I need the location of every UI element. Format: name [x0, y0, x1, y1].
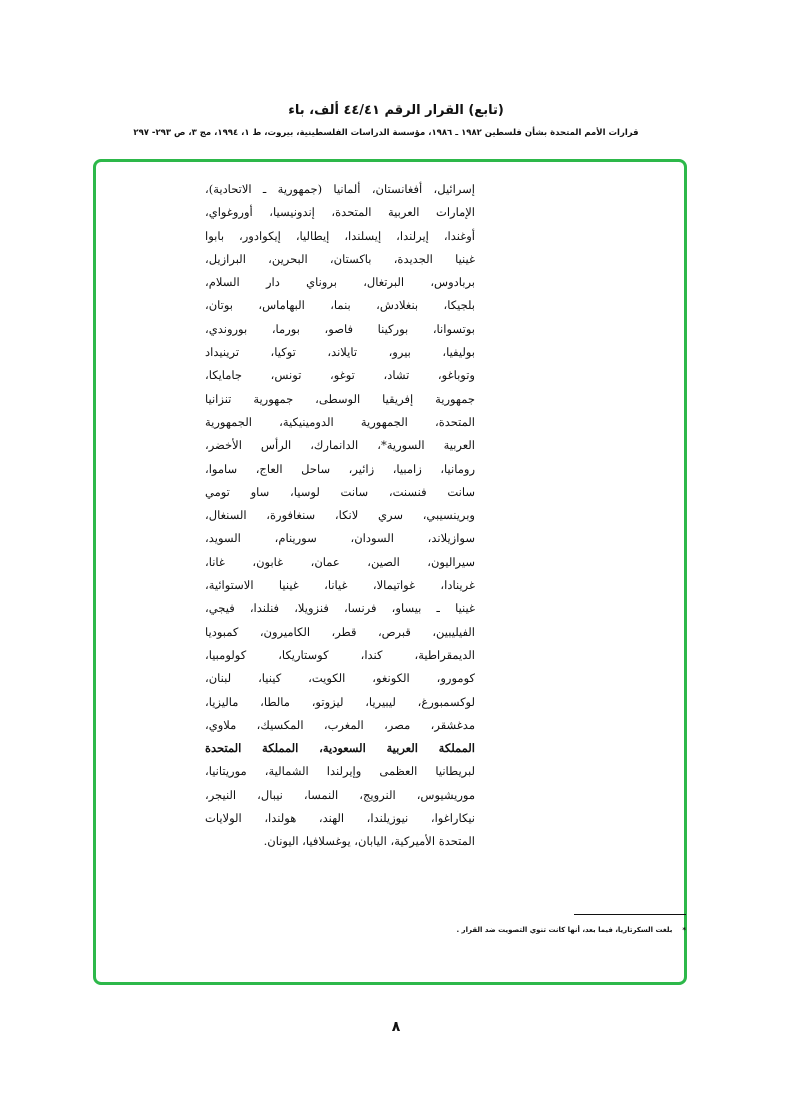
text-line: المملكة العربية السعودية، المملكة المتحدة — [205, 741, 475, 756]
text-line: رومانيا، زامبيا، زائير، ساحل العاج، ساموا، — [205, 461, 475, 476]
text-line: أوغندا، إيرلندا، إيسلندا، إيطاليا، إيكوادور، بابوا — [205, 228, 475, 243]
text-line: بلجيكا، بنغلادش، بنما، البهاماس، بوتان، — [205, 298, 475, 313]
text-line: بربادوس، البرتغال، بروناي دار السلام، — [205, 275, 475, 290]
page-number: ٨ — [391, 1019, 401, 1035]
text-line: العربية السورية*، الدانمارك، الرأس الأخضر، — [205, 438, 475, 453]
text-line: المتحدة الأميركية، اليابان، يوغسلافيا، اليونان. — [263, 834, 475, 849]
vote-country-list — [205, 178, 475, 854]
text-line: غينيا ـ بيساو، فرنسا، فنزويلا، فنلندا، فيجي، — [205, 601, 475, 616]
text-line: لبريطانيا العظمى وإيرلندا الشمالية، موريتانيا، — [205, 764, 475, 779]
source-citation: قرارات الأمم المتحدة بشأن فلسطين ١٩٨٢ ـ ١٩٨٦، مؤسسة الدراسات الفلسطينية، بيروت، ط ١، ١٩٩٤، مج ٣، ص ٢٩٣- ٢٩٧ — [133, 128, 639, 138]
text-line: كومورو، الكونغو، الكويت، كينيا، لبنان، — [205, 671, 475, 686]
text-line: الإمارات العربية المتحدة، إندونيسيا، أوروغواي، — [205, 205, 475, 220]
text-line: إسرائيل، أفغانستان، ألمانيا (جمهورية ـ الاتحادية)، — [205, 182, 475, 196]
text-line: سيراليون، الصين، عمان، غابون، غانا، — [205, 554, 475, 569]
text-line: جمهورية إفريقيا الوسطى، جمهورية تنزانيا — [205, 391, 475, 406]
text-line: المتحدة، الجمهورية الدومينيكية، الجمهورية — [205, 414, 475, 429]
text-line: موريشيوس، النرويج، النمسا، نيبال، النيجر، — [205, 787, 475, 802]
text-line: مدغشقر، مصر، المغرب، المكسيك، ملاوي، — [205, 717, 475, 732]
text-line: وتوباغو، تشاد، توغو، تونس، جامايكا، — [205, 368, 475, 383]
text-line: الفيليبين، قبرص، قطر، الكاميرون، كمبوديا — [205, 624, 475, 639]
text-line: سانت فنسنت، سانت لوسيا، ساو تومي — [205, 484, 475, 499]
text-line: غينيا الجديدة، باكستان، البحرين، البرازيل، — [205, 251, 475, 266]
text-line: الديمقراطية، كندا، كوستاريكا، كولومبيا، — [205, 647, 475, 662]
text-line: غرينادا، غواتيمالا، غيانا، غينيا الاستوائية، — [205, 578, 475, 593]
text-line: نيكاراغوا، نيوزيلندا، الهند، هولندا، الولايات — [205, 811, 475, 826]
text-line: بوتسوانا، بوركينا فاصو، بورما، بوروندي، — [205, 321, 475, 336]
text-line: لوكسمبورغ، ليبيريا، ليزوتو، مالطا، ماليزيا، — [205, 694, 475, 709]
text-line: بوليفيا، بيرو، تايلاند، توكيا، ترينيداد — [205, 345, 475, 360]
page-header-title: (تابع) القرار الرقم ٤٤/٤١ ألف، باء — [288, 103, 504, 118]
footnote-text: بلغت السكرتاريا، فيما بعد، أنها كانت تنوي التصويت ضد القرار . — [456, 926, 673, 934]
footnote — [400, 924, 686, 936]
footnote-marker: * — [682, 926, 686, 934]
text-line: وبرينسيبي، سري لانكا، سنغافورة، السنغال، — [205, 508, 475, 523]
footnote-divider — [574, 914, 686, 915]
text-line: سوازيلاند، السودان، سورينام، السويد، — [205, 531, 475, 546]
